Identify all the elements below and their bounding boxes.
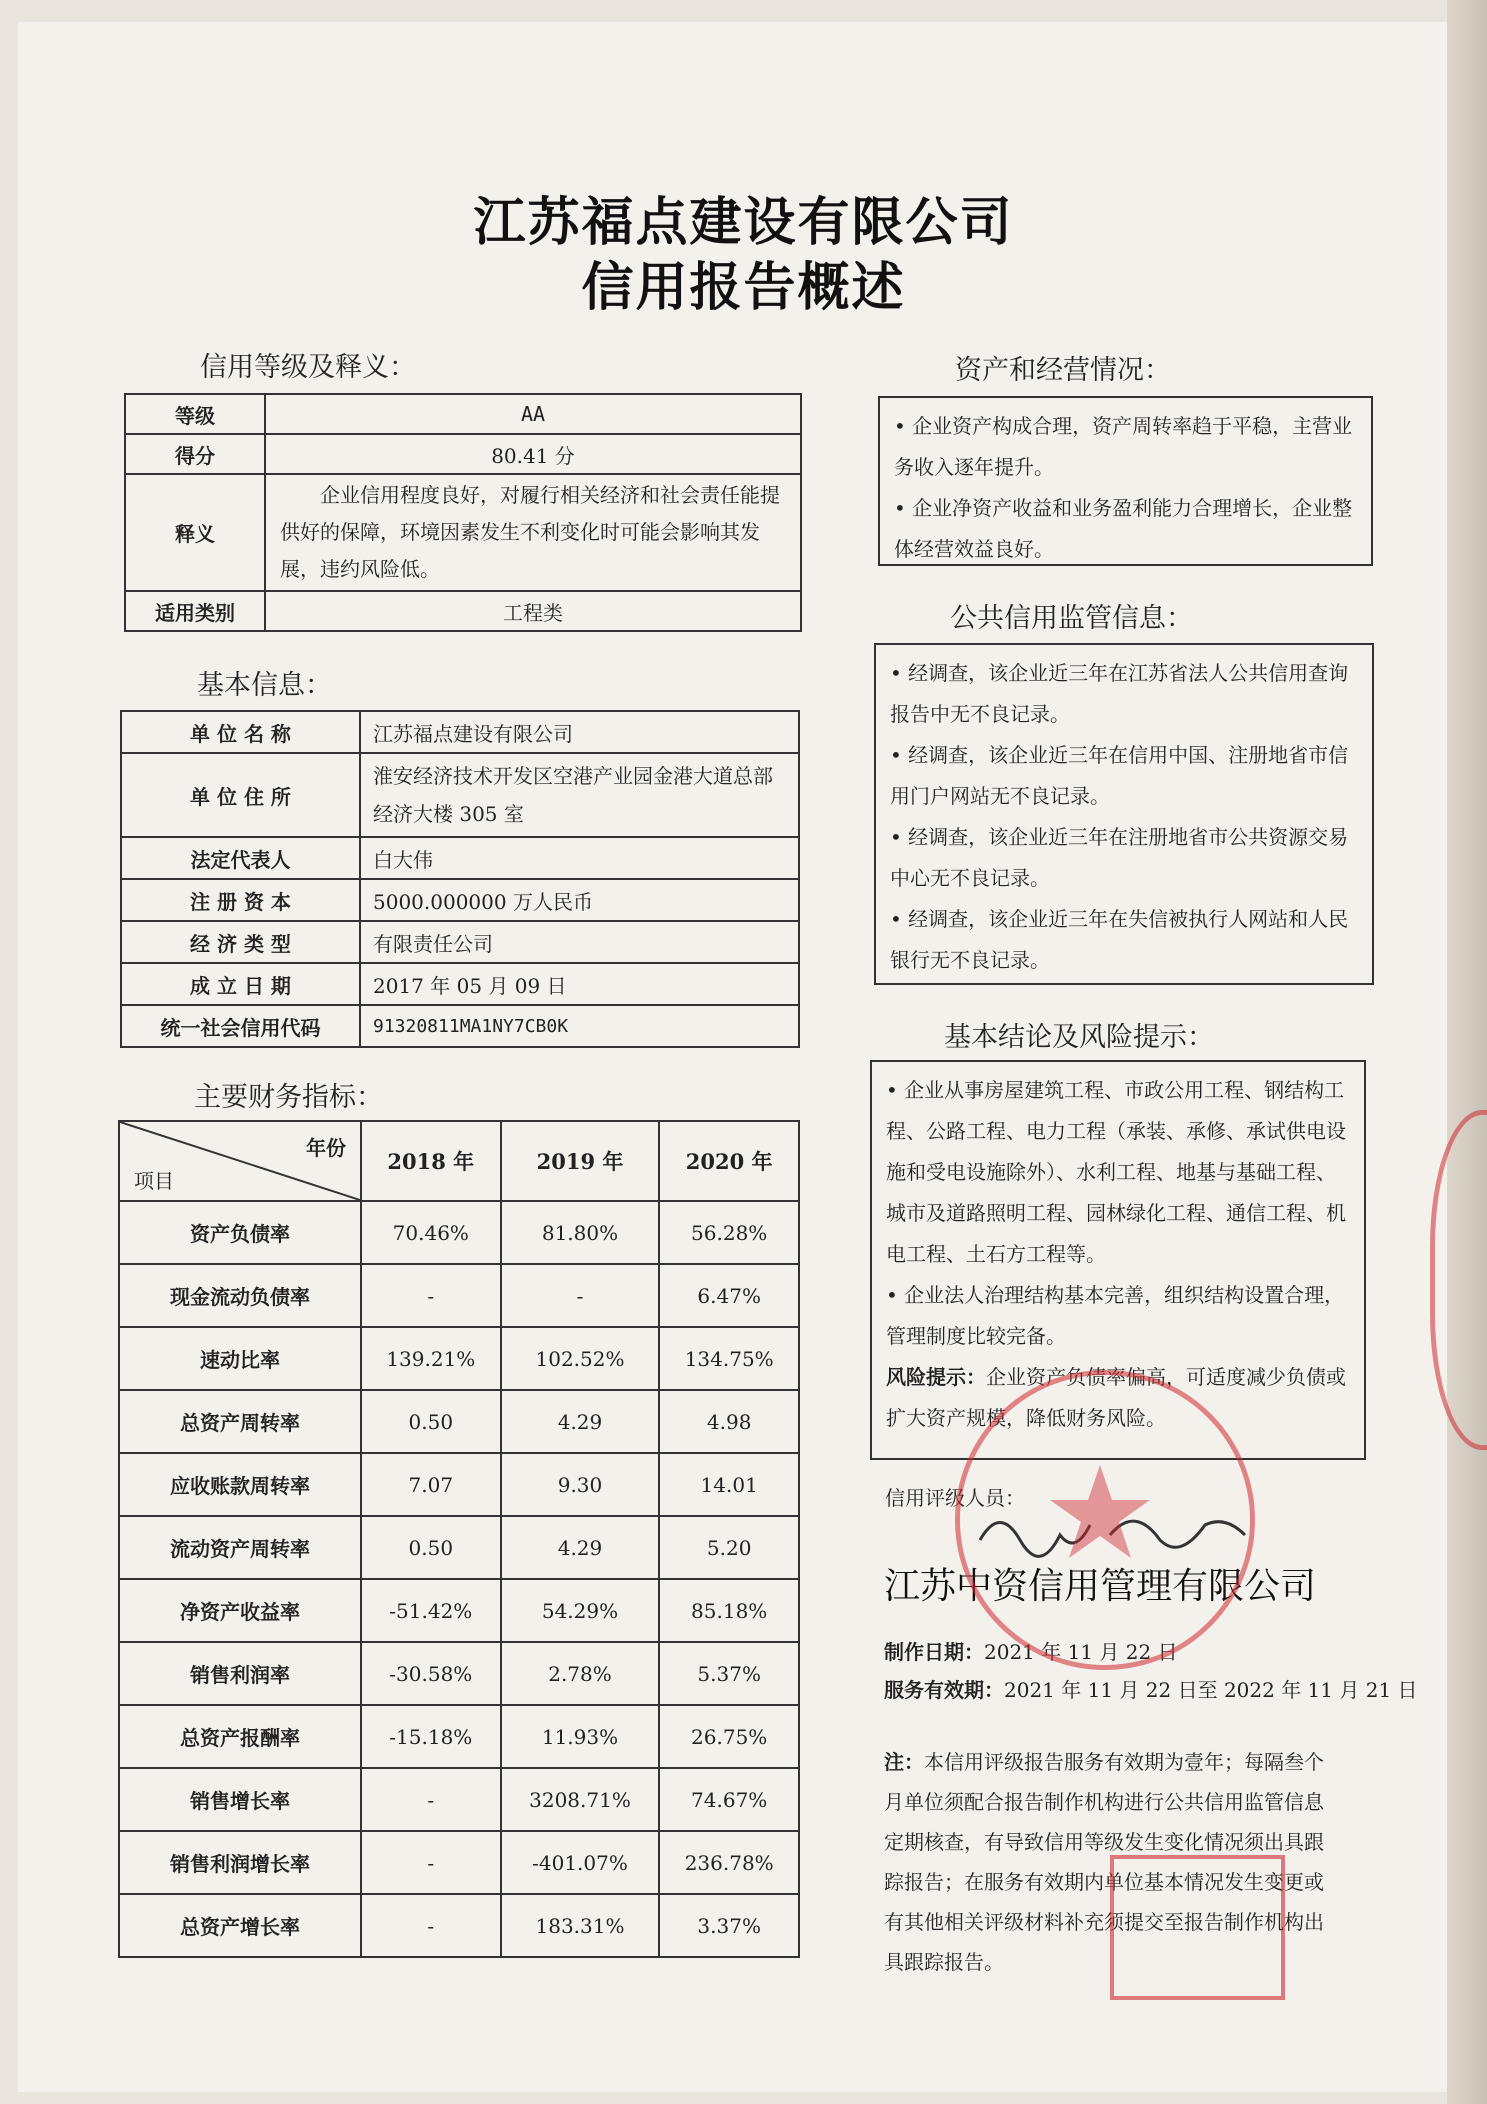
finance-label: 应收账款周转率	[119, 1453, 361, 1516]
basic-label: 统一社会信用代码	[121, 1005, 360, 1047]
public-item: • 经调查，该企业近三年在失信被执行人网站和人民银行无不良记录。	[890, 899, 1358, 981]
credit-row-score	[125, 434, 801, 474]
finance-value: 183.31%	[501, 1894, 660, 1957]
basic-label: 单 位 名 称	[121, 711, 360, 753]
finance-value: 5.20	[659, 1516, 799, 1579]
finance-value: 56.28%	[659, 1201, 799, 1264]
credit-label: 得分	[125, 434, 265, 474]
conclusion-item: • 企业法人治理结构基本完善，组织结构设置合理，管理制度比较完备。	[886, 1275, 1350, 1357]
finance-value: 4.29	[501, 1516, 660, 1579]
finance-value: 0.50	[361, 1390, 501, 1453]
finance-value: -	[361, 1831, 501, 1894]
note-label: 注：	[884, 1750, 924, 1774]
basic-row	[121, 963, 799, 1005]
credit-value: AA	[265, 394, 801, 434]
valid-line	[884, 1674, 1418, 1703]
finance-value: 54.29%	[501, 1579, 660, 1642]
credit-value: 企业信用程度良好，对履行相关经济和社会责任能提供好的保障，环境因素发生不利变化时可能会影响其发展，违约风险低。	[265, 474, 801, 591]
basic-info-table	[120, 710, 800, 1048]
finance-section-title: 主要财务指标：	[194, 1082, 383, 1113]
risk-text: 企业资产负债率偏高，可适度减少负债或扩大资产规模，降低财务风险。	[886, 1365, 1346, 1430]
finance-value: 2.78%	[501, 1642, 660, 1705]
basic-row	[121, 879, 799, 921]
credit-label: 等级	[125, 394, 265, 434]
year-header: 2020 年	[659, 1121, 799, 1201]
basic-label: 成 立 日 期	[121, 963, 360, 1005]
finance-value: 102.52%	[501, 1327, 660, 1390]
finance-value: 0.50	[361, 1516, 501, 1579]
finance-corner-cell	[119, 1121, 361, 1201]
finance-label: 流动资产周转率	[119, 1516, 361, 1579]
finance-row	[119, 1201, 799, 1264]
valid-label: 服务有效期：	[884, 1678, 1004, 1702]
finance-value: 74.67%	[659, 1768, 799, 1831]
finance-value: 7.07	[361, 1453, 501, 1516]
finance-label: 销售增长率	[119, 1768, 361, 1831]
star-icon	[960, 1375, 1240, 1655]
basic-row	[121, 1005, 799, 1047]
year-header: 2018 年	[361, 1121, 501, 1201]
basic-label: 经 济 类 型	[121, 921, 360, 963]
finance-value: 236.78%	[659, 1831, 799, 1894]
page-subtitle: 信用报告概述	[581, 258, 906, 318]
finance-value: 70.46%	[361, 1201, 501, 1264]
assets-item: • 企业资产构成合理，资产周转率趋于平稳，主营业务收入逐年提升。	[894, 406, 1357, 488]
rater-label: 信用评级人员：	[885, 1486, 1025, 1510]
finance-value: -	[501, 1264, 660, 1327]
public-section-title: 公共信用监管信息：	[950, 603, 1193, 634]
round-seal	[955, 1370, 1255, 1670]
basic-value: 2017 年 05 月 09 日	[360, 963, 799, 1005]
public-item: • 经调查，该企业近三年在江苏省法人公共信用查询报告中无不良记录。	[890, 653, 1358, 735]
credit-section-title: 信用等级及释义：	[200, 352, 416, 383]
credit-row-grade	[125, 394, 801, 434]
basic-label: 注 册 资 本	[121, 879, 360, 921]
public-item: • 经调查，该企业近三年在注册地省市公共资源交易中心无不良记录。	[890, 817, 1358, 899]
credit-value: 80.41 分	[265, 434, 801, 474]
finance-header-row	[119, 1121, 799, 1201]
finance-value: -	[361, 1264, 501, 1327]
finance-value: 4.98	[659, 1390, 799, 1453]
agency-name: 江苏中资信用管理有限公司	[884, 1566, 1317, 1607]
finance-label: 总资产增长率	[119, 1894, 361, 1957]
finance-row	[119, 1264, 799, 1327]
credit-label: 适用类别	[125, 591, 265, 631]
basic-row	[121, 753, 799, 837]
finance-row	[119, 1894, 799, 1957]
basic-value: 白大伟	[360, 837, 799, 879]
assets-item: • 企业净资产收益和业务盈利能力合理增长，企业整体经营效益良好。	[894, 488, 1357, 570]
finance-value: 14.01	[659, 1453, 799, 1516]
finance-value: 81.80%	[501, 1201, 660, 1264]
credit-row-meaning	[125, 474, 801, 591]
filing-seal	[1110, 1855, 1285, 2000]
basic-label: 法定代表人	[121, 837, 360, 879]
credit-label: 释义	[125, 474, 265, 591]
finance-value: 11.93%	[501, 1705, 660, 1768]
finance-row	[119, 1390, 799, 1453]
finance-value: 4.29	[501, 1390, 660, 1453]
basic-value: 淮安经济技术开发区空港产业园金港大道总部经济大楼 305 室	[360, 753, 799, 837]
finance-label: 销售利润增长率	[119, 1831, 361, 1894]
basic-label: 单 位 住 所	[121, 753, 360, 837]
finance-label: 销售利润率	[119, 1642, 361, 1705]
finance-table	[118, 1120, 800, 1958]
finance-row	[119, 1579, 799, 1642]
public-item: • 经调查，该企业近三年在信用中国、注册地省市信用门户网站无不良记录。	[890, 735, 1358, 817]
finance-label: 现金流动负债率	[119, 1264, 361, 1327]
basic-value: 5000.000000 万人民币	[360, 879, 799, 921]
risk-label: 风险提示：	[886, 1365, 986, 1389]
finance-value: -15.18%	[361, 1705, 501, 1768]
basic-section-title: 基本信息：	[197, 670, 332, 701]
made-date-label: 制作日期：	[884, 1640, 984, 1664]
conclusion-section-title: 基本结论及风险提示：	[944, 1022, 1214, 1053]
finance-value: 139.21%	[361, 1327, 501, 1390]
basic-value: 91320811MA1NY7CB0K	[360, 1005, 799, 1047]
basic-row	[121, 837, 799, 879]
finance-label: 资产负债率	[119, 1201, 361, 1264]
credit-value: 工程类	[265, 591, 801, 631]
header-year-label: 年份	[306, 1136, 346, 1160]
finance-row	[119, 1768, 799, 1831]
finance-value: -51.42%	[361, 1579, 501, 1642]
valid-value: 2021 年 11 月 22 日至 2022 年 11 月 21 日	[1004, 1678, 1418, 1702]
conclusion-item: • 企业从事房屋建筑工程、市政公用工程、钢结构工程、公路工程、电力工程（承装、承修、承试供电设施和受电设施除外）、水利工程、地基与基础工程、城市及道路照明工程、园林绿化工程、通信工程、机电工程、土石方工程等。	[886, 1070, 1350, 1275]
finance-value: 85.18%	[659, 1579, 799, 1642]
finance-value: 9.30	[501, 1453, 660, 1516]
page-title: 江苏福点建设有限公司	[473, 193, 1014, 253]
finance-value: 3.37%	[659, 1894, 799, 1957]
finance-label: 总资产报酬率	[119, 1705, 361, 1768]
basic-value: 有限责任公司	[360, 921, 799, 963]
finance-row	[119, 1327, 799, 1390]
finance-row	[119, 1516, 799, 1579]
made-date-value: 2021 年 11 月 22 日	[984, 1640, 1178, 1664]
credit-table	[124, 393, 802, 632]
finance-row	[119, 1831, 799, 1894]
finance-value: -30.58%	[361, 1642, 501, 1705]
assets-section-title: 资产和经营情况：	[955, 355, 1171, 386]
assets-box	[878, 396, 1373, 566]
finance-value: 3208.71%	[501, 1768, 660, 1831]
finance-value: 6.47%	[659, 1264, 799, 1327]
header-item-label: 项目	[134, 1169, 174, 1193]
basic-row	[121, 711, 799, 753]
finance-value: 26.75%	[659, 1705, 799, 1768]
finance-row	[119, 1453, 799, 1516]
finance-label: 速动比率	[119, 1327, 361, 1390]
finance-value: -	[361, 1768, 501, 1831]
finance-value: -	[361, 1894, 501, 1957]
finance-row	[119, 1642, 799, 1705]
basic-value: 江苏福点建设有限公司	[360, 711, 799, 753]
finance-value: -401.07%	[501, 1831, 660, 1894]
finance-row	[119, 1705, 799, 1768]
basic-row	[121, 921, 799, 963]
note-text: 本信用评级报告服务有效期为壹年；每隔叁个月单位须配合报告制作机构进行公共信用监管信息定期核查，有导致信用等级发生变化情况须出具跟踪报告；在服务有效期内单位基本情况发生变更或有其他相关评级材料补充须提交至报告制作机构出具跟踪报告。	[884, 1750, 1324, 1974]
finance-value: 134.75%	[659, 1327, 799, 1390]
finance-value: 5.37%	[659, 1642, 799, 1705]
credit-row-category	[125, 591, 801, 631]
finance-label: 净资产收益率	[119, 1579, 361, 1642]
year-header: 2019 年	[501, 1121, 660, 1201]
public-box	[874, 643, 1374, 985]
finance-label: 总资产周转率	[119, 1390, 361, 1453]
